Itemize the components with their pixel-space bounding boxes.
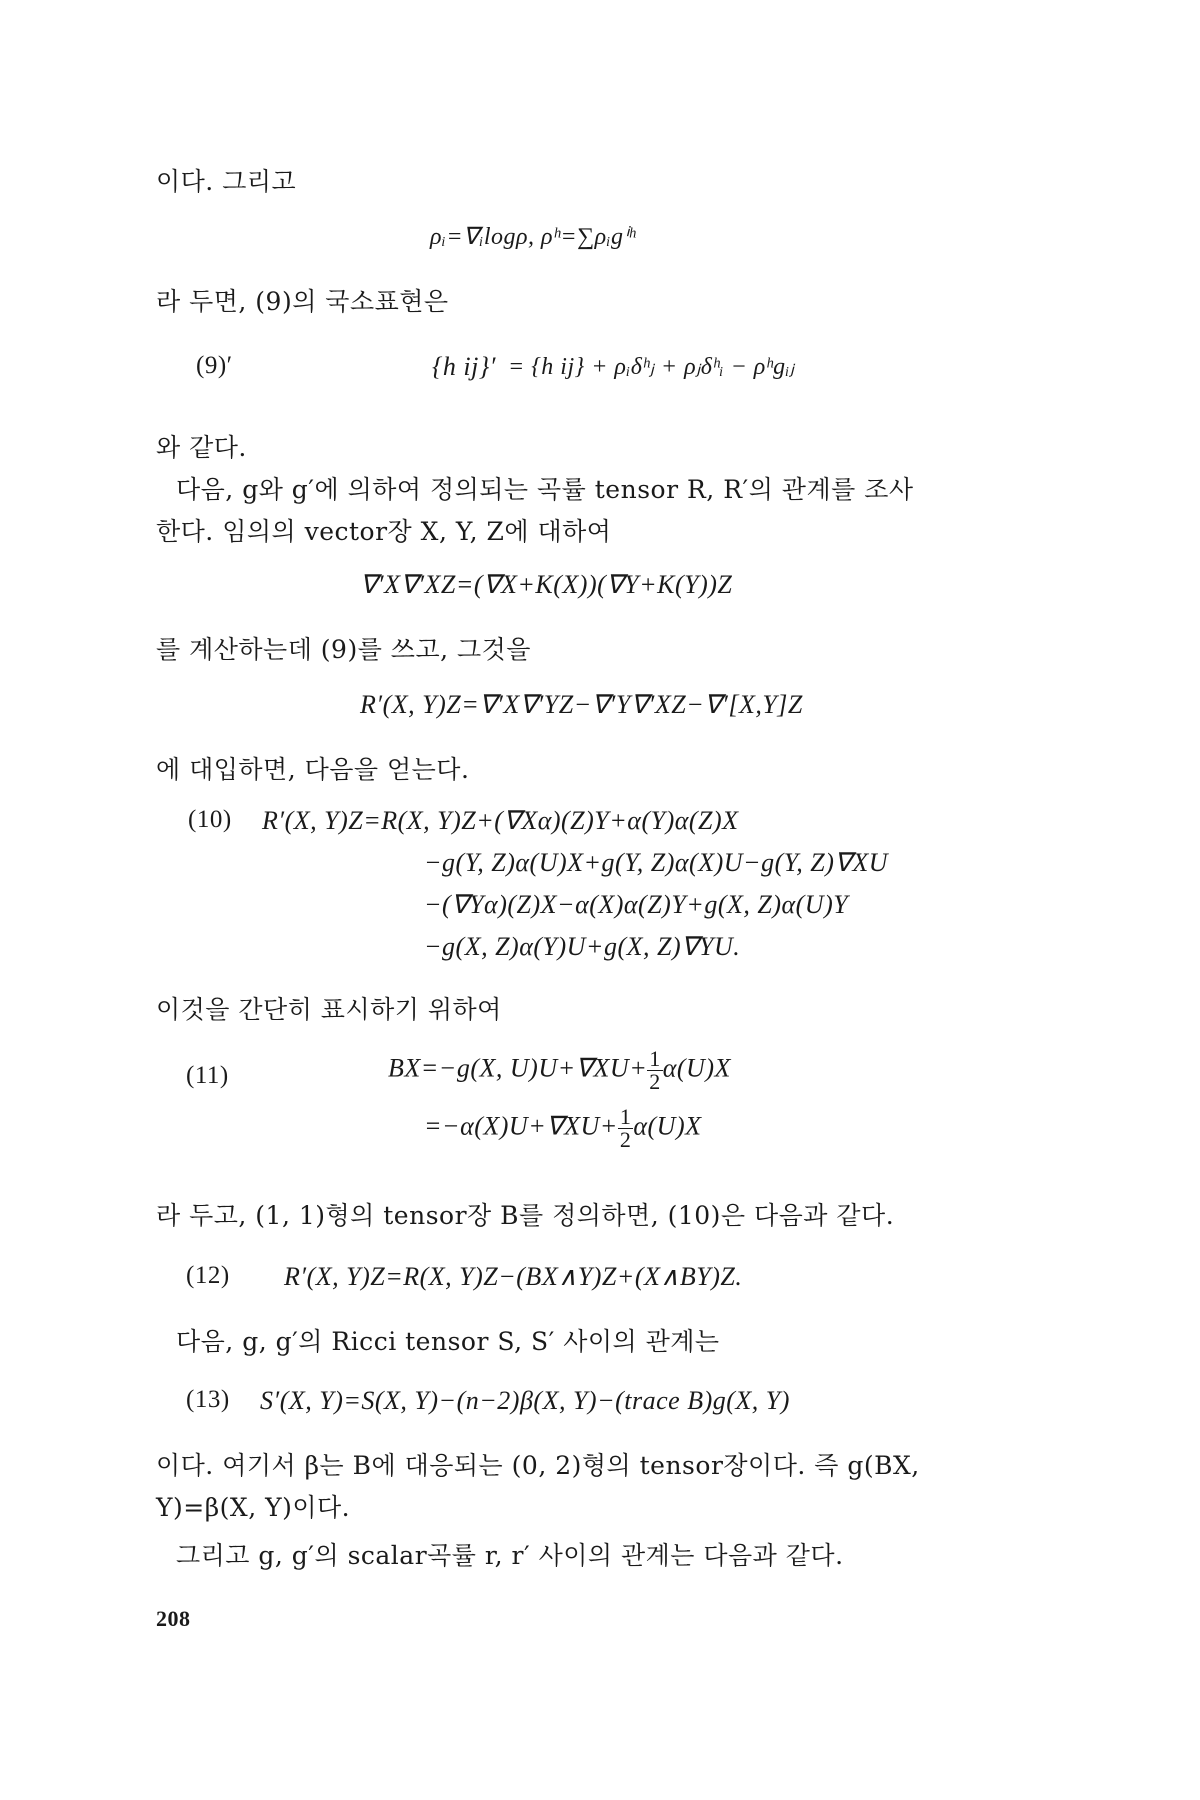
equation-12: R′(X, Y)Z=R(X, Y)Z−(BX∧Y)Z+(X∧BY)Z.	[284, 1262, 743, 1291]
paragraph-2-line-a: 이다. 여기서 β는 B에 대응되는 (0, 2)형의 tensor장이다. 즉 g(BX,	[156, 1451, 920, 1480]
equation-13: S′(X, Y)=S(X, Y)−(n−2)β(X, Y)−(trace B)g(X, Y)	[260, 1386, 790, 1415]
equation-11-line-2-start: =−α(X)U+∇XU+	[424, 1111, 618, 1141]
equation-10-line-3: −(∇Yα)(Z)X−α(X)α(Z)Y+g(X, Z)α(U)Y	[424, 890, 849, 919]
paragraph-2-line-b: Y)=β(X, Y)이다.	[156, 1493, 351, 1522]
page-number: 208	[156, 1606, 191, 1631]
equation-rho: ρᵢ=∇ᵢlogρ, ρʰ=∑ρᵢgⁱʰ	[430, 224, 636, 250]
text-line-3: 와 같다.	[156, 433, 247, 462]
equation-9-lhs: {h ij}′	[432, 352, 496, 381]
paragraph-3: 그리고 g, g′의 scalar곡률 r, r′ 사이의 관계는 다음과 같다.	[176, 1541, 844, 1570]
equation-10-label: (10)	[188, 806, 232, 833]
equation-9-label: (9)′	[196, 352, 233, 379]
text-line-6: 이것을 간단히 표시하기 위하여	[156, 995, 502, 1024]
fraction-one-half	[647, 1048, 663, 1093]
equation-11-line-2-end: α(U)X	[633, 1111, 702, 1141]
equation-11-line-1-start: BX=−g(X, U)U+∇XU+	[388, 1053, 648, 1083]
text-line-1: 이다. 그리고	[156, 167, 297, 196]
fraction-denominator: 2	[619, 1127, 632, 1152]
equation-curvature: R′(X, Y)Z=∇′X∇′YZ−∇′Y∇′XZ−∇′[X,Y]Z	[360, 690, 803, 719]
equation-11-label: (11)	[186, 1062, 229, 1089]
paragraph-1-line-b: 한다. 임의의 vector장 X, Y, Z에 대하여	[156, 517, 612, 546]
equation-11-line-1-end: α(U)X	[662, 1053, 731, 1083]
equation-10-line-2: −g(Y, Z)α(U)X+g(Y, Z)α(X)U−g(Y, Z)∇XU	[424, 848, 888, 877]
equation-9-rhs: = {h ij} + ρᵢδʰⱼ + ρⱼδʰᵢ − ρʰgᵢⱼ	[508, 354, 795, 380]
equation-13-label: (13)	[186, 1386, 230, 1413]
equation-10-line-1: R′(X, Y)Z=R(X, Y)Z+(∇Xα)(Z)Y+α(Y)α(Z)X	[262, 806, 739, 835]
equation-12-label: (12)	[186, 1262, 230, 1289]
equation-11-line-1	[388, 1048, 731, 1093]
text-line-4: 를 계산하는데 (9)를 쓰고, 그것을	[156, 635, 531, 664]
fraction-one-half-2	[618, 1106, 634, 1151]
fraction-numerator: 1	[649, 1046, 661, 1071]
fraction-denominator: 2	[649, 1069, 661, 1094]
text-line-5: 에 대입하면, 다음을 얻는다.	[156, 755, 470, 784]
equation-nabla: ∇′X∇′XZ=(∇X+K(X))(∇Y+K(Y))Z	[360, 570, 733, 599]
equation-11-line-2	[424, 1106, 701, 1151]
equation-10-line-4: −g(X, Z)α(Y)U+g(X, Z)∇YU.	[424, 932, 741, 961]
fraction-numerator: 1	[619, 1104, 632, 1129]
text-line-7: 라 두고, (1, 1)형의 tensor장 B를 정의하면, (10)은 다음과 같다.	[156, 1201, 895, 1230]
text-line-2: 라 두면, (9)의 국소표현은	[156, 287, 449, 316]
paragraph-1-line-a: 다음, g와 g′에 의하여 정의되는 곡률 tensor R, R′의 관계를 조사	[176, 475, 914, 504]
text-line-8: 다음, g, g′의 Ricci tensor S, S′ 사이의 관계는	[176, 1327, 720, 1356]
